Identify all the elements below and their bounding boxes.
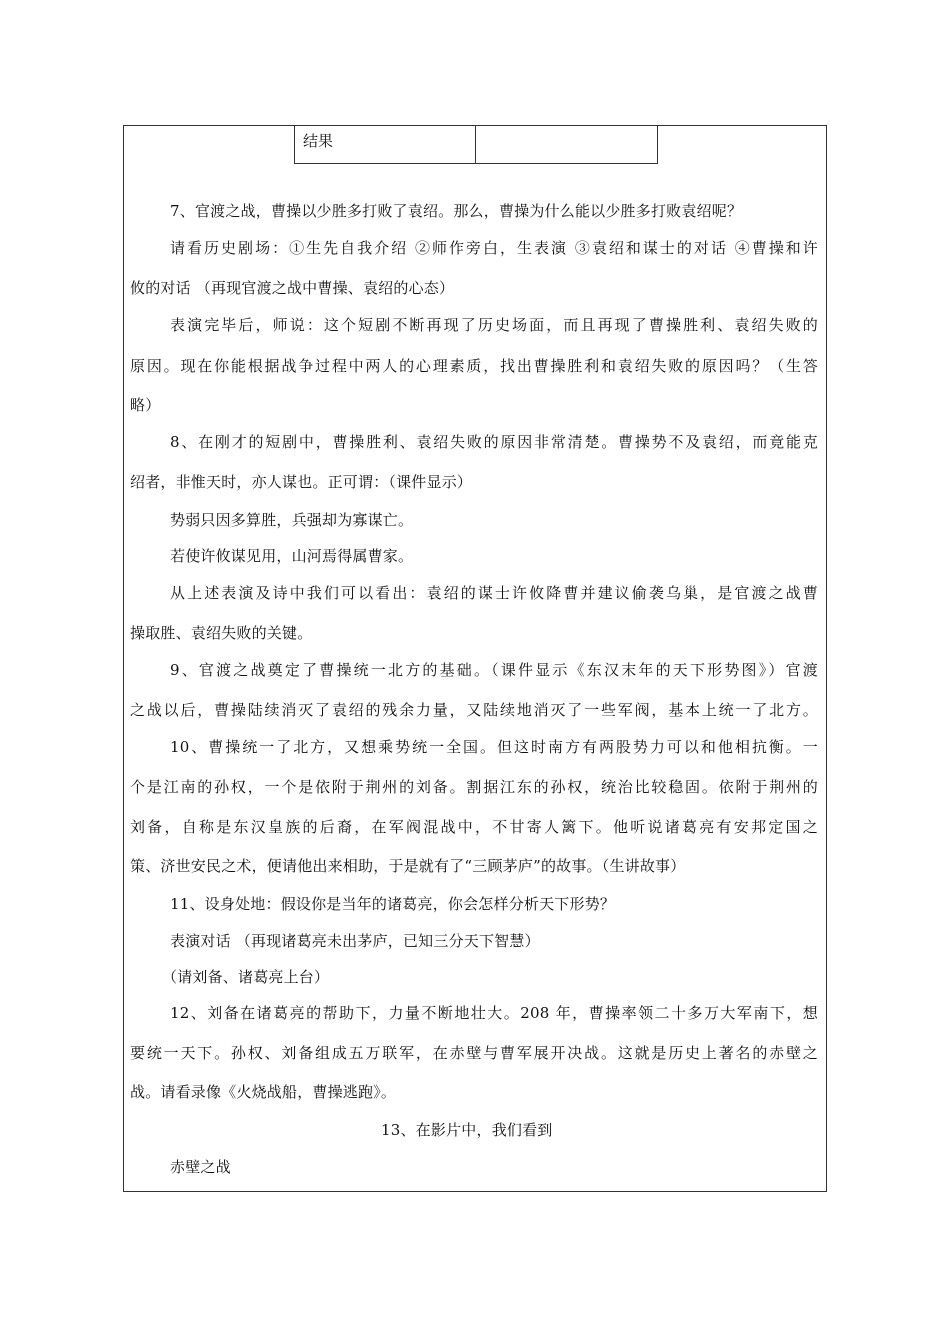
paragraph-13b: 赤壁之战 — [170, 1158, 231, 1176]
paragraph-9-line-1: 9、官渡之战奠定了曹操统一北方的基础。（课件显示《东汉末年的天下形势图》）官渡 — [170, 661, 818, 679]
paragraph-11b: 表演对话 （再现诸葛亮未出茅庐，已知三分天下智慧） — [170, 932, 540, 950]
paragraph-7: 7、官渡之战，曹操以少胜多打败了袁绍。那么，曹操为什么能以少胜多打败袁绍呢？ — [170, 202, 743, 220]
paragraph-7c-line-2: 原因。现在你能根据战争过程中两人的心理素质，找出曹操胜利和袁绍失败的原因吗？（生答 — [130, 357, 818, 375]
paragraph-10-line-2: 个是江南的孙权，一个是依附于荆州的刘备。割据江东的孙权，统治比较稳固。依附于荆州的 — [130, 778, 818, 796]
paragraph-10-line-3: 刘备，自称是东汉皇族的后裔，在军阀混战中，不甘寄人篱下。他听说诸葛亮有安邦定国之 — [130, 818, 818, 836]
paragraph-12-line-2: 要统一天下。孙权、刘备组成五万联军，在赤壁与曹军展开决战。这就是历史上著名的赤壁之 — [130, 1044, 818, 1062]
paragraph-13: 13、在影片中，我们看到 — [381, 1121, 553, 1139]
paragraph-7c-line-3: 略） — [130, 396, 161, 414]
result-value-cell — [476, 126, 658, 164]
paragraph-11: 11、设身处地：假设你是当年的诸葛亮，你会怎样分析天下形势？ — [170, 895, 616, 913]
paragraph-12-line-3: 战。请看录像《火烧战船，曹操逃跑》。 — [130, 1083, 397, 1101]
paragraph-9-line-2: 之战以后，曹操陆续消灭了袁绍的残余力量，又陆续地消灭了一些军阀，基本上统一了北方。 — [130, 701, 818, 719]
result-table — [294, 125, 658, 164]
paragraph-11c: （请刘备、诸葛亮上台） — [162, 968, 330, 986]
result-label: 结果 — [303, 132, 334, 150]
paragraph-8-line-1: 8、在刚才的短剧中，曹操胜利、袁绍失败的原因非常清楚。曹操势不及袁绍，而竟能克 — [170, 433, 818, 451]
paragraph-8b-line-1: 从上述表演及诗中我们可以看出：袁绍的谋士许攸降曹并建议偷袭乌巢，是官渡之战曹 — [170, 584, 818, 602]
paragraph-10-line-1: 10、曹操统一了北方，又想乘势统一全国。但这时南方有两股势力可以和他相抗衡。一 — [170, 738, 818, 756]
result-label-cell — [295, 126, 476, 164]
paragraph-7c-line-1: 表演完毕后，师说：这个短剧不断再现了历史场面，而且再现了曹操胜利、袁绍失败的 — [170, 316, 818, 334]
paragraph-7b-line-1: 请看历史剧场：①生先自我介绍 ②师作旁白，生表演 ③袁绍和谋士的对话 ④曹操和许 — [170, 239, 818, 257]
poem-line-2: 若使许攸谋见用，山河焉得属曹家。 — [170, 547, 414, 565]
paragraph-7b-line-2: 攸的对话 （再现官渡之战中曹操、袁绍的心态） — [130, 279, 455, 297]
paragraph-8b-line-2: 操取胜、袁绍失败的关键。 — [130, 624, 313, 642]
paragraph-8-line-2: 绍者，非惟天时，亦人谋也。正可谓：（课件显示） — [130, 473, 473, 491]
paragraph-10-line-4: 策、济世安民之术，便请他出来相助，于是就有了“三顾茅庐”的故事。（生讲故事） — [130, 857, 686, 875]
poem-line-1: 势弱只因多算胜，兵强却为寡谋亡。 — [170, 511, 414, 529]
paragraph-12-line-1: 12、刘备在诸葛亮的帮助下，力量不断地壮大。208 年，曹操率领二十多万大军南下，想 — [170, 1004, 818, 1022]
